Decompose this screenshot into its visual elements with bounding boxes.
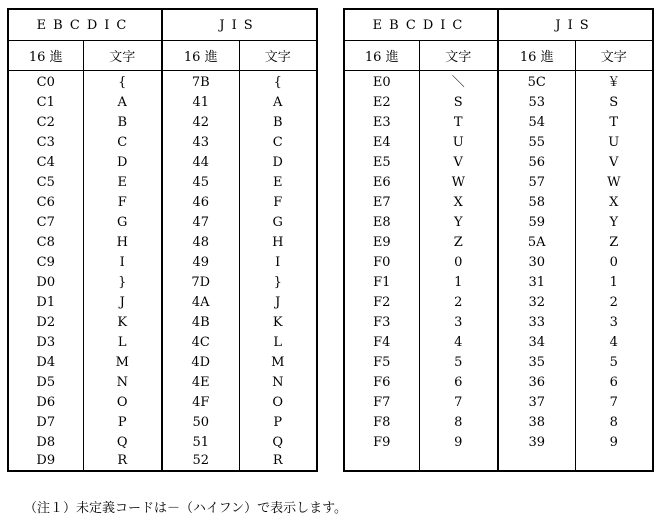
jis-char-header: 文字 — [575, 41, 653, 71]
ebcdic-char-cell: I — [83, 253, 162, 273]
ebcdic-hex-cell: E2 — [344, 93, 419, 113]
table-row — [344, 71, 653, 94]
ebcdic-hex-cell: C1 — [8, 93, 83, 113]
ebcdic-char-cell: 4 — [419, 333, 498, 353]
ebcdic-hex-cell: F6 — [344, 373, 419, 393]
ebcdic-hex-cell: C5 — [8, 173, 83, 193]
jis-char-cell: X — [609, 195, 619, 210]
ebcdic-header: EBCDIC — [8, 9, 162, 41]
ebcdic-hex-cell: C4 — [8, 153, 83, 173]
jis-char-cell: Z — [609, 235, 619, 250]
jis-header: JIS — [219, 17, 260, 33]
ebcdic-jis-table-right — [343, 8, 654, 472]
ebcdic-hex-cell: D3 — [8, 333, 83, 353]
table-row — [8, 153, 317, 173]
jis-char-cell: J — [275, 295, 281, 310]
jis-char-cell: M — [271, 355, 285, 370]
ebcdic-char-cell: P — [83, 413, 162, 433]
jis-hex-cell: 53 — [498, 93, 575, 113]
jis-hex-cell: 4A — [162, 293, 239, 313]
ebcdic-char-cell: V — [419, 153, 498, 173]
jis-hex-cell: 30 — [498, 253, 575, 273]
ebcdic-char-cell: Y — [419, 213, 498, 233]
table-row — [344, 313, 653, 333]
table-row — [8, 253, 317, 273]
jis-hex-cell: 7D — [162, 273, 239, 293]
ebcdic-hex-cell: F4 — [344, 333, 419, 353]
table-row — [8, 353, 317, 373]
ebcdic-char-cell: K — [83, 313, 162, 333]
table-row — [344, 453, 653, 471]
ebcdic-hex-cell: F9 — [344, 433, 419, 453]
ebcdic-char-cell: 0 — [419, 253, 498, 273]
ebcdic-hex-cell: C7 — [8, 213, 83, 233]
ebcdic-char-cell: S — [419, 93, 498, 113]
ebcdic-hex-cell: D0 — [8, 273, 83, 293]
jis-hex-cell: 4D — [162, 353, 239, 373]
jis-hex-cell: 39 — [498, 433, 575, 453]
jis-char-cell: 6 — [609, 375, 618, 390]
ebcdic-char-cell: G — [83, 213, 162, 233]
ebcdic-hex-cell: F2 — [344, 293, 419, 313]
ebcdic-hex-cell: D2 — [8, 313, 83, 333]
jis-hex-cell: 44 — [162, 153, 239, 173]
jis-char-cell: N — [272, 375, 284, 390]
ebcdic-hex-cell — [344, 453, 419, 471]
ebcdic-char-header: 文字 — [83, 41, 162, 71]
jis-header: JIS — [555, 17, 596, 33]
ebcdic-char-cell: Q — [83, 433, 162, 453]
ebcdic-hex-cell: E3 — [344, 113, 419, 133]
ebcdic-char-cell: X — [419, 193, 498, 213]
jis-char-cell: E — [273, 175, 283, 190]
jis-hex-cell: 34 — [498, 333, 575, 353]
ebcdic-hex-header: 16 進 — [8, 41, 83, 71]
ebcdic-hex-cell: E9 — [344, 233, 419, 253]
table-row — [344, 393, 653, 413]
ebcdic-char-cell: H — [83, 233, 162, 253]
table-row — [8, 93, 317, 113]
ebcdic-hex-cell: D5 — [8, 373, 83, 393]
jis-hex-cell: 4E — [162, 373, 239, 393]
ebcdic-hex-cell: F7 — [344, 393, 419, 413]
table-row — [344, 273, 653, 293]
jis-char-cell: T — [609, 115, 619, 130]
ebcdic-char-cell: 7 — [419, 393, 498, 413]
ebcdic-hex-cell: C3 — [8, 133, 83, 153]
jis-hex-cell: 50 — [162, 413, 239, 433]
jis-char-cell: 0 — [609, 255, 618, 270]
jis-char-cell: V — [609, 155, 619, 170]
ebcdic-char-cell: 3 — [419, 313, 498, 333]
ebcdic-hex-cell: C2 — [8, 113, 83, 133]
jis-hex-cell: 43 — [162, 133, 239, 153]
table-row — [8, 233, 317, 253]
ebcdic-char-cell: F — [83, 193, 162, 213]
jis-hex-cell: 57 — [498, 173, 575, 193]
table-row — [344, 413, 653, 433]
jis-hex-cell: 51 — [162, 433, 239, 453]
jis-char-cell — [575, 453, 653, 471]
table-row — [344, 153, 653, 173]
ebcdic-char-cell: M — [83, 353, 162, 373]
ebcdic-char-cell: R — [83, 453, 162, 471]
jis-hex-cell: 46 — [162, 193, 239, 213]
jis-char-cell: F — [273, 195, 283, 210]
jis-hex-cell: 32 — [498, 293, 575, 313]
jis-hex-header: 16 進 — [498, 41, 575, 71]
table-row — [344, 113, 653, 133]
ebcdic-hex-cell: D9 — [8, 453, 83, 471]
jis-hex-cell: 38 — [498, 413, 575, 433]
table-row — [8, 173, 317, 193]
ebcdic-char-cell: U — [419, 133, 498, 153]
table-row — [8, 393, 317, 413]
table-row — [8, 133, 317, 153]
ebcdic-hex-cell: D7 — [8, 413, 83, 433]
ebcdic-char-cell: O — [83, 393, 162, 413]
jis-char-cell: 8 — [609, 415, 618, 430]
jis-hex-cell: 7B — [162, 71, 239, 94]
jis-char-cell: W — [607, 175, 621, 190]
ebcdic-hex-cell: D4 — [8, 353, 83, 373]
jis-char-cell: 1 — [609, 275, 618, 290]
table-row — [8, 333, 317, 353]
jis-char-cell: K — [272, 315, 283, 330]
table-row — [8, 213, 317, 233]
footnote: （注１）未定義コードは－（ハイフン）で表示します。 — [24, 501, 348, 516]
table-row — [344, 253, 653, 273]
table-row — [344, 353, 653, 373]
jis-hex-cell: 37 — [498, 393, 575, 413]
jis-char-cell: D — [272, 155, 283, 170]
jis-char-header: 文字 — [239, 41, 317, 71]
jis-hex-cell: 56 — [498, 153, 575, 173]
ebcdic-char-cell: 6 — [419, 373, 498, 393]
jis-char-cell: H — [272, 235, 284, 250]
ebcdic-hex-cell: E5 — [344, 153, 419, 173]
jis-hex-cell: 4F — [162, 393, 239, 413]
ebcdic-hex-cell: D6 — [8, 393, 83, 413]
ebcdic-header: EBCDIC — [344, 9, 498, 41]
jis-char-cell: ￥ — [607, 75, 621, 90]
ebcdic-char-cell: T — [419, 113, 498, 133]
ebcdic-hex-cell: D8 — [8, 433, 83, 453]
table-row — [344, 173, 653, 193]
table-row — [8, 313, 317, 333]
jis-hex-cell: 55 — [498, 133, 575, 153]
jis-hex-cell: 49 — [162, 253, 239, 273]
ebcdic-hex-cell: E7 — [344, 193, 419, 213]
ebcdic-char-cell — [419, 453, 498, 471]
table-row — [8, 113, 317, 133]
jis-hex-cell: 58 — [498, 193, 575, 213]
ebcdic-char-cell: E — [83, 173, 162, 193]
jis-char-cell: A — [273, 95, 283, 110]
ebcdic-hex-cell: E6 — [344, 173, 419, 193]
ebcdic-char-cell: W — [419, 173, 498, 193]
table-row — [344, 333, 653, 353]
ebcdic-jis-table-left — [7, 8, 318, 472]
ebcdic-char-header: 文字 — [419, 41, 498, 71]
ebcdic-hex-cell: D1 — [8, 293, 83, 313]
jis-hex-cell: 52 — [162, 453, 239, 471]
jis-char-cell: Y — [609, 215, 619, 230]
jis-char-cell: L — [273, 335, 283, 350]
ebcdic-char-cell: J — [83, 293, 162, 313]
jis-char-cell: Q — [272, 435, 284, 450]
jis-char-cell: S — [609, 95, 619, 110]
ebcdic-char-cell: N — [83, 373, 162, 393]
ebcdic-hex-cell: E4 — [344, 133, 419, 153]
ebcdic-char-cell: 9 — [419, 433, 498, 453]
table-row — [8, 453, 317, 471]
ebcdic-hex-cell: C9 — [8, 253, 83, 273]
ebcdic-hex-cell: F0 — [344, 253, 419, 273]
ebcdic-hex-cell: E0 — [344, 71, 419, 94]
ebcdic-hex-cell: F3 — [344, 313, 419, 333]
jis-char-cell: G — [272, 215, 283, 230]
jis-hex-cell — [498, 453, 575, 471]
table-row — [8, 293, 317, 313]
jis-hex-cell: 47 — [162, 213, 239, 233]
table-row — [8, 71, 317, 94]
ebcdic-char-cell: Z — [419, 233, 498, 253]
jis-hex-header: 16 進 — [162, 41, 239, 71]
ebcdic-hex-cell: C6 — [8, 193, 83, 213]
jis-char-cell: 2 — [609, 295, 618, 310]
table-row — [344, 233, 653, 253]
table-row — [344, 193, 653, 213]
ebcdic-hex-header: 16 進 — [344, 41, 419, 71]
table-row — [344, 433, 653, 453]
ebcdic-char-cell: 8 — [419, 413, 498, 433]
ebcdic-char-cell: B — [83, 113, 162, 133]
jis-char-cell: R — [272, 453, 283, 468]
ebcdic-char-cell: } — [83, 273, 162, 293]
jis-char-cell: P — [273, 415, 283, 430]
ebcdic-char-cell: A — [83, 93, 162, 113]
jis-char-cell: 9 — [609, 435, 618, 450]
jis-char-cell: 3 — [609, 315, 618, 330]
jis-hex-cell: 59 — [498, 213, 575, 233]
jis-hex-cell: 35 — [498, 353, 575, 373]
table-row — [344, 373, 653, 393]
ebcdic-hex-cell: F1 — [344, 273, 419, 293]
table-row — [8, 433, 317, 453]
ebcdic-char-cell: 2 — [419, 293, 498, 313]
jis-hex-cell: 48 — [162, 233, 239, 253]
table-row — [8, 193, 317, 213]
table-row — [8, 273, 317, 293]
jis-char-cell: O — [272, 395, 284, 410]
ebcdic-hex-cell: C8 — [8, 233, 83, 253]
ebcdic-char-cell: { — [83, 71, 162, 94]
table-row — [344, 213, 653, 233]
table-row — [344, 133, 653, 153]
jis-hex-cell: 4C — [162, 333, 239, 353]
jis-char-cell: } — [273, 275, 282, 290]
jis-char-cell: U — [608, 135, 620, 150]
ebcdic-hex-cell: E8 — [344, 213, 419, 233]
table-row — [8, 373, 317, 393]
ebcdic-char-cell: 1 — [419, 273, 498, 293]
table-row — [8, 413, 317, 433]
jis-hex-cell: 33 — [498, 313, 575, 333]
jis-char-cell: 4 — [609, 335, 618, 350]
ebcdic-char-cell: C — [83, 133, 162, 153]
ebcdic-char-cell: 5 — [419, 353, 498, 373]
jis-char-cell: 7 — [609, 395, 618, 410]
jis-hex-cell: 45 — [162, 173, 239, 193]
table-row — [344, 93, 653, 113]
jis-hex-cell: 54 — [498, 113, 575, 133]
ebcdic-char-cell: L — [83, 333, 162, 353]
jis-char-cell: 5 — [609, 355, 618, 370]
jis-hex-cell: 36 — [498, 373, 575, 393]
ebcdic-hex-cell: F8 — [344, 413, 419, 433]
table-row — [344, 293, 653, 313]
jis-hex-cell: 5A — [498, 233, 575, 253]
jis-char-cell: { — [273, 75, 282, 90]
jis-char-cell: I — [275, 255, 281, 270]
jis-hex-cell: 4B — [162, 313, 239, 333]
ebcdic-hex-cell: C0 — [8, 71, 83, 94]
ebcdic-hex-cell: F5 — [344, 353, 419, 373]
jis-hex-cell: 41 — [162, 93, 239, 113]
jis-char-cell: B — [272, 115, 283, 130]
ebcdic-char-cell: D — [83, 153, 162, 173]
jis-hex-cell: 42 — [162, 113, 239, 133]
jis-hex-cell: 31 — [498, 273, 575, 293]
jis-hex-cell: 5C — [498, 71, 575, 94]
ebcdic-char-cell: ＼ — [419, 71, 498, 94]
jis-char-cell: C — [272, 135, 283, 150]
